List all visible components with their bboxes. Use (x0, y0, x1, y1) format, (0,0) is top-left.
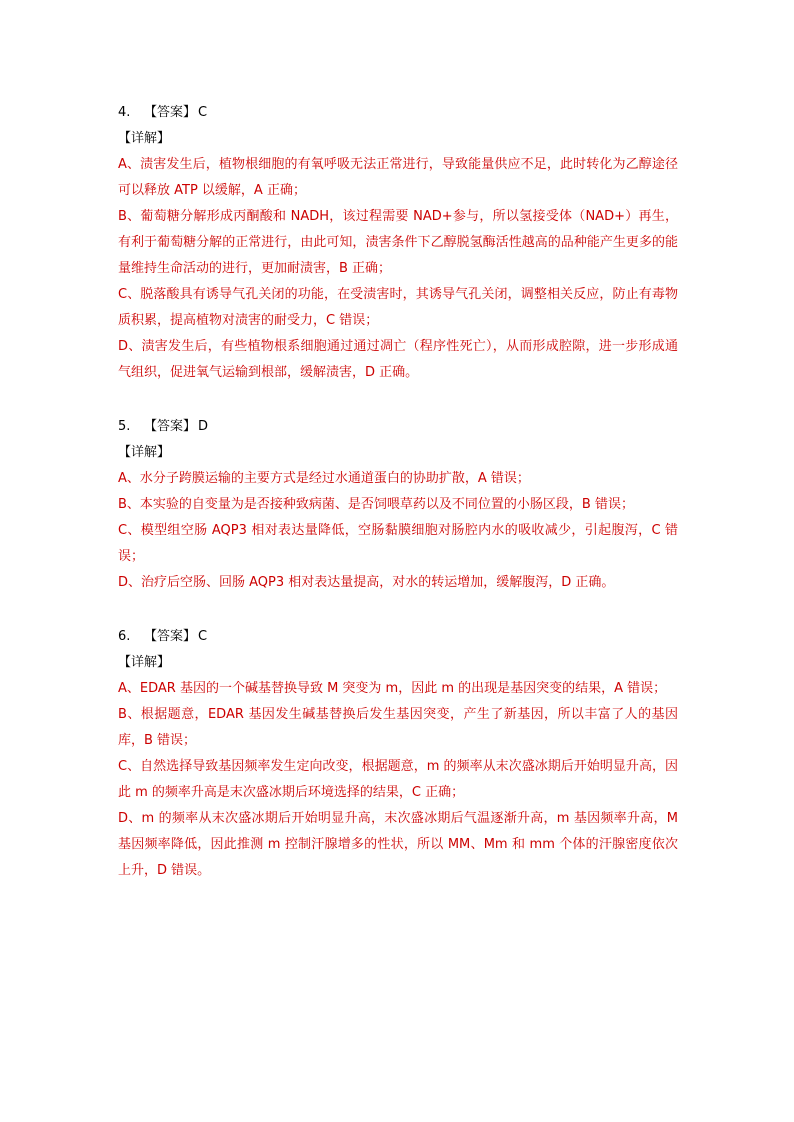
question-header (118, 100, 678, 126)
explanation-item: C、自然选择导致基因频率发生定向改变，根据题意，m 的频率从末次盛冰期后开始明显升高，因此 m 的频率升高是末次盛冰期后环境选择的结果，C 正确； (118, 759, 678, 800)
explanation-item: A、渍害发生后，植物根细胞的有氧呼吸无法正常进行，导致能量供应不足，此时转化为乙醇途径可以释放 ATP 以缓解，A 正确； (118, 157, 678, 198)
question-4 (118, 100, 678, 386)
detail-label: 【详解】 (118, 131, 171, 146)
explanation-item: A、EDAR 基因的一个碱基替换导致 M 突变为 m，因此 m 的出现是基因突变的结果，A 错误； (118, 681, 667, 696)
answer-explanations (118, 100, 678, 884)
explanation-item: A、水分子跨膜运输的主要方式是经过水通道蛋白的协助扩散，A 错误； (118, 471, 530, 486)
explanation-item: B、本实验的自变量为是否接种致病菌、是否饲喂草药以及不同位置的小肠区段，B 错误； (118, 497, 634, 512)
detail-label: 【详解】 (118, 445, 171, 460)
question-number: 5. (118, 419, 131, 434)
answer-label: 【答案】 (144, 419, 197, 434)
spacer (118, 386, 678, 414)
question-6 (118, 624, 678, 884)
answer-value: C (198, 105, 208, 120)
answer-value: D (198, 419, 209, 434)
question-number: 4. (118, 105, 131, 120)
explanation-item: C、脱落酸具有诱导气孔关闭的功能，在受渍害时，其诱导气孔关闭，调整相关反应，防止有毒物质积累，提高植物对渍害的耐受力，C 错误； (118, 287, 678, 328)
question-header (118, 414, 678, 440)
explanation-item: B、葡萄糖分解形成丙酮酸和 NADH，该过程需要 NAD+参与，所以氢接受体（NAD+）再生，有利于葡萄糖分解的正常进行，由此可知，渍害条件下乙醇脱氢酶活性越高的品种能产生更多的能量维持生命活动的进行，更加耐渍害，B 正确； (118, 209, 678, 276)
explanation-item: B、根据题意，EDAR 基因发生碱基替换后发生基因突变，产生了新基因，所以丰富了人的基因库，B 错误； (118, 707, 678, 748)
explanation-item: D、渍害发生后，有些植物根系细胞通过通过凋亡（程序性死亡），从而形成腔隙，进一步形成通气组织，促进氧气运输到根部，缓解渍害，D 正确。 (118, 339, 678, 380)
answer-value: C (198, 629, 208, 644)
answer-label: 【答案】 (144, 629, 197, 644)
question-header (118, 624, 678, 650)
explanation-item: D、治疗后空肠、回肠 AQP3 相对表达量提高，对水的转运增加，缓解腹泻，D 正确。 (118, 575, 615, 590)
explanation-item: C、模型组空肠 AQP3 相对表达量降低，空肠黏膜细胞对肠腔内水的吸收减少，引起腹泻，C 错误； (118, 523, 678, 564)
explanation-item: D、m 的频率从末次盛冰期后开始明显升高，末次盛冰期后气温逐渐升高，m 基因频率升高，M 基因频率降低，因此推测 m 控制汗腺增多的性状，所以 MM、Mm 和 mm 个体的汗腺密度依次上升，D 错误。 (118, 811, 678, 878)
answer-label: 【答案】 (144, 105, 197, 120)
detail-label: 【详解】 (118, 655, 171, 670)
question-number: 6. (118, 629, 131, 644)
spacer (118, 596, 678, 624)
question-5 (118, 414, 678, 596)
